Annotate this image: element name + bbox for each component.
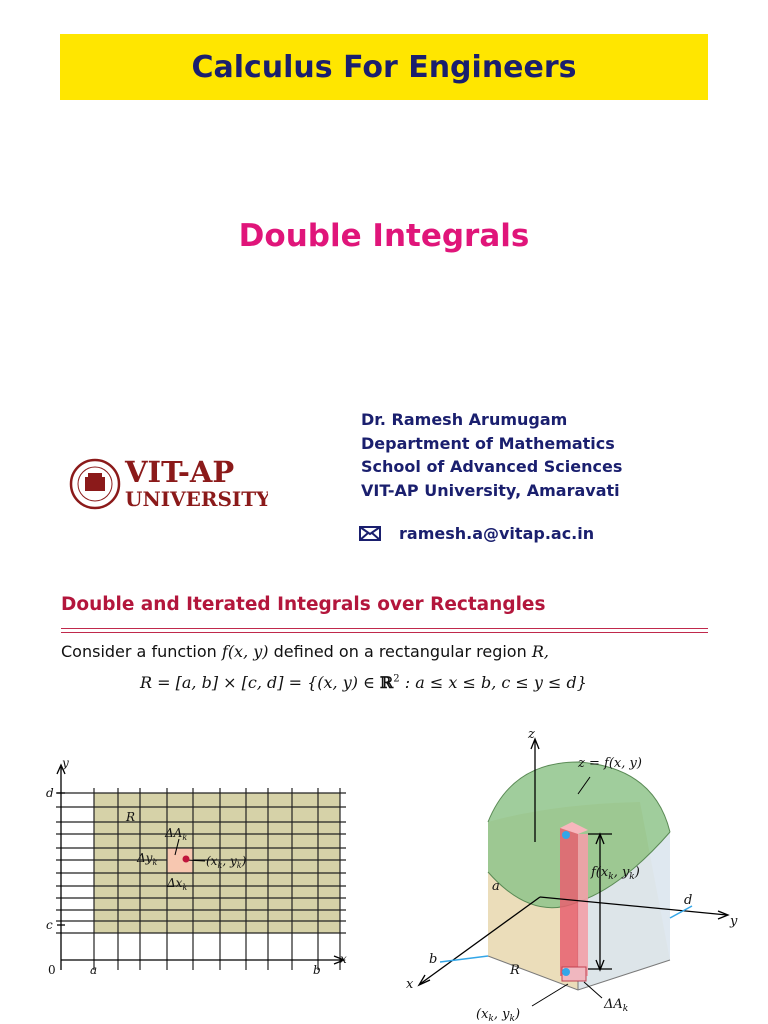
envelope-icon	[359, 526, 381, 541]
email-row	[359, 524, 594, 543]
tick-d: d	[46, 786, 54, 800]
label-a: a	[492, 879, 500, 894]
author-block	[361, 408, 622, 502]
y-axis-label: y	[730, 914, 738, 929]
slide-title: Double Integrals	[238, 218, 530, 254]
surface-point	[562, 831, 570, 839]
partition-figure	[40, 755, 360, 985]
author-school: School of Advanced Sciences	[361, 457, 623, 476]
logo-line2: UNIVERSITY	[125, 487, 268, 511]
region-label: R	[126, 810, 136, 824]
tick-c: c	[46, 918, 53, 932]
tick-a: a	[90, 963, 98, 977]
x-axis-label: x	[406, 977, 414, 992]
delta-y-label: $\Delta y_k$	[137, 851, 158, 867]
sample-point	[183, 856, 190, 863]
height-label: $f(x_k$, $y_k$)	[591, 865, 640, 882]
tick-b: b	[313, 963, 321, 977]
function-expression: f(x, y)	[221, 642, 269, 661]
author-department: Department of Mathematics	[361, 433, 615, 453]
y-axis-label: y	[62, 756, 69, 770]
logo-line1: VIT-AP	[125, 455, 235, 489]
volume-figure	[392, 722, 752, 1024]
intro-text: Consider a function f(x, y) defined on a rectangular region R,	[61, 642, 549, 661]
delta-x-label: $\Delta x_k$	[167, 876, 188, 892]
z-axis-label: z	[528, 727, 535, 742]
region-label: R	[510, 963, 520, 978]
label-b: b	[429, 952, 438, 967]
origin-label: 0	[48, 963, 56, 977]
delta-a-label: $\Delta A_k$	[165, 826, 188, 842]
surface-label: z = f(x, y)	[578, 756, 642, 771]
region-symbol: R,	[531, 642, 549, 661]
region-equation: R = [a, b] × [c, d] = {(x, y) ∈ ℝ$^2$ : a ≤ x ≤ b, c ≤ y ≤ d}	[140, 673, 587, 692]
author-name: Dr. Ramesh Arumugam	[361, 410, 568, 429]
base-point	[562, 968, 570, 976]
x-axis-label: x	[340, 952, 347, 966]
label-d: d	[684, 893, 693, 908]
university-seal-icon	[68, 455, 268, 517]
author-email[interactable]: ramesh.a@vitap.ac.in	[399, 524, 595, 543]
point-label: ($x_k$, $y_k$)	[206, 854, 247, 870]
section-title: Double and Iterated Integrals over Rectangles	[61, 594, 546, 615]
course-title: Calculus For Engineers	[191, 49, 577, 85]
point-label: ($x_k$, $y_k$)	[476, 1007, 521, 1024]
header-banner	[60, 34, 708, 100]
section-divider-bottom	[61, 632, 708, 633]
volume-column	[560, 828, 578, 976]
university-logo	[68, 455, 268, 521]
section-divider-top	[61, 628, 708, 629]
author-university: VIT-AP University, Amaravati	[361, 480, 620, 500]
delta-a-label: $\Delta A_k$	[604, 997, 629, 1014]
